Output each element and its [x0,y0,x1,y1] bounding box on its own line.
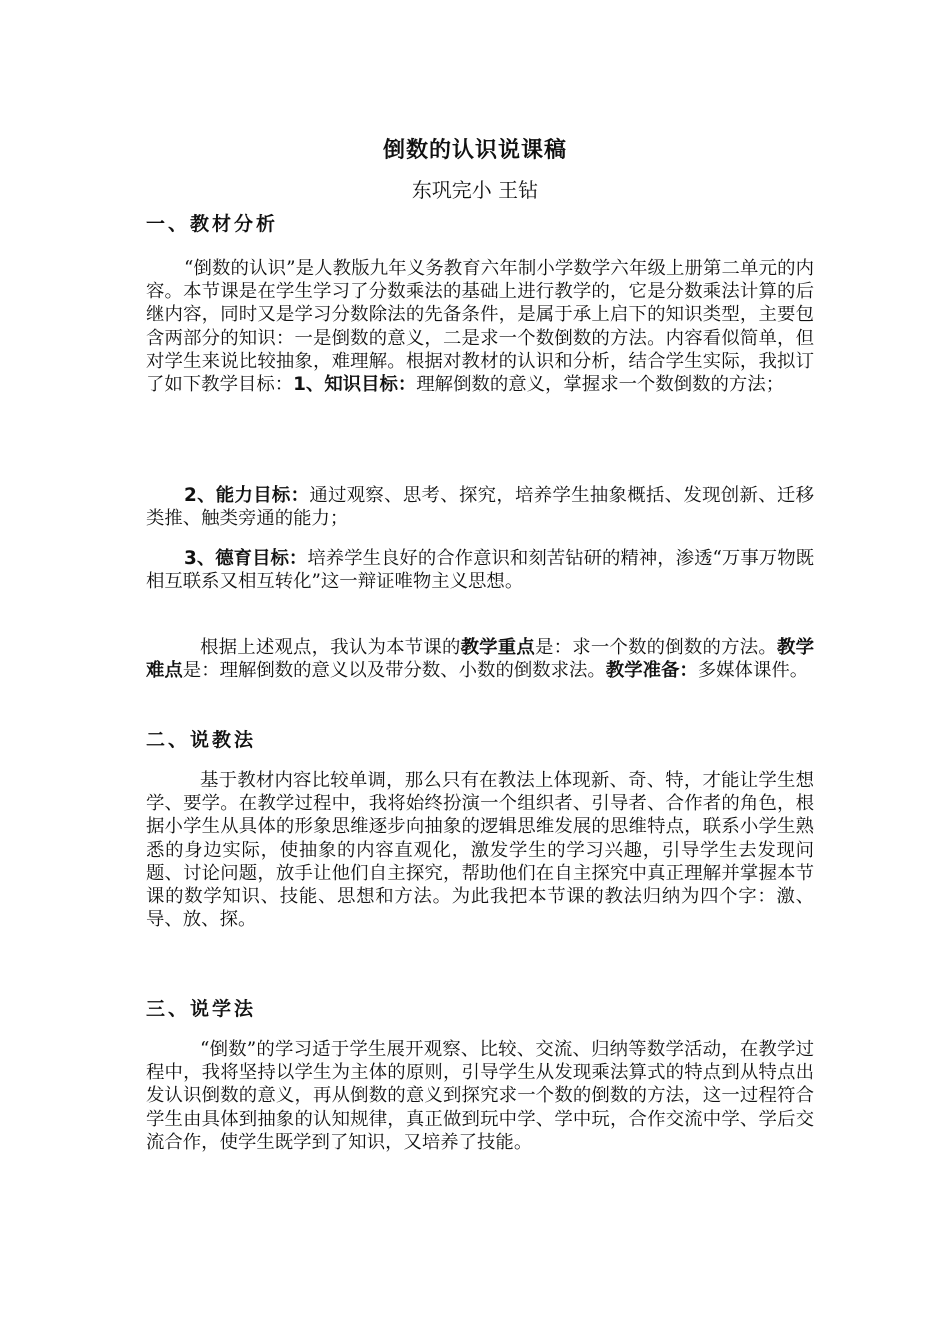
bold-label: 1、知识目标： [293,374,417,396]
paragraph-key-points [146,636,814,682]
author-line: 东巩完小 王钻 [411,178,539,202]
bold-label: 教学准备： [605,660,698,682]
section-heading-learning-method: 三、说学法 [146,998,257,1020]
bold-label: 教学难点 [146,637,814,682]
section-heading-teaching-method: 二、说教法 [146,729,257,751]
bold-label: 2、能力目标： [184,485,310,506]
page-title: 倒数的认识说课稿 [382,138,567,163]
paragraph-text: 多媒体课件。 [697,660,809,682]
paragraph-moral-goal [146,547,814,593]
paragraph-text: 通过观察、思考、探究，培养学生抽象概括、发现创新、迁移类推、触类旁通的能力； [146,485,814,530]
paragraph-text: “倒数的认识”是人教版九年义务教育六年制小学数学六年级上册第二单元的内容。本节课是在学生学习了分数乘法的基础上进行教学的，它是分数乘法计算的后继内容，同时又是学习分数除法的先备条件，是属于承上启下的知识类型，主要包含两部分的知识：一是倒数的意义，二是求一个数倒数的方法。内容看似简单，但对学生来说比较抽象，难理解。根据对教材的认识和分析，结合学生实际，我拟订了如下教学目标： [146,258,814,396]
section-heading-materials: 一、教材分析 [146,213,279,235]
bold-label: 3、德育目标： [184,548,308,569]
paragraph-text: 是：理解倒数的意义以及带分数、小数的倒数求法。 [182,660,606,682]
paragraph-text: 是：求一个数的倒数的方法。 [535,637,777,658]
paragraph-learning-method: “倒数”的学习适于学生展开观察、比较、交流、归纳等数学活动，在教学过程中，我将坚持以学生为主体的原则，引导学生从发现乘法算式的特点到从特点出发认识倒数的意义，再从倒数的意义到探究求一个数的倒数的方法，这一过程符合学生由具体到抽象的认知规律，真正做到玩中学、学中玩，合作交流中学、学后交流合作，使学生既学到了知识，又培养了技能。 [146,1039,814,1153]
paragraph-text: 理解倒数的意义，掌握求一个数倒数的方法； [416,374,785,396]
paragraph-teaching-method: 基于教材内容比较单调，那么只有在教法上体现新、奇、特，才能让学生想学、要学。在教学过程中，我将始终扮演一个组织者、引导者、合作者的角色，根据小学生从具体的形象思维逐步向抽象的逻辑思维发展的思维特点，联系小学生熟悉的身边实际，使抽象的内容直观化，激发学生的学习兴趣，引导学生去发现问题、讨论问题，放手让他们自主探究，帮助他们在自主探究中真正理解并掌握本节课的数学知识、技能、思想和方法。为此我把本节课的教法归纳为四个字：激、导、放、探。 [146,770,814,931]
paragraph-text: 根据上述观点，我认为本节课的 [200,637,461,658]
paragraph-text: 培养学生良好的合作意识和刻苦钻研的精神，渗透“万事万物既相互联系又相互转化”这一辩证唯物主义思想。 [146,548,814,593]
paragraph-materials-intro [146,257,814,396]
paragraph-ability-goal [146,484,814,530]
bold-label: 教学重点 [460,637,536,658]
